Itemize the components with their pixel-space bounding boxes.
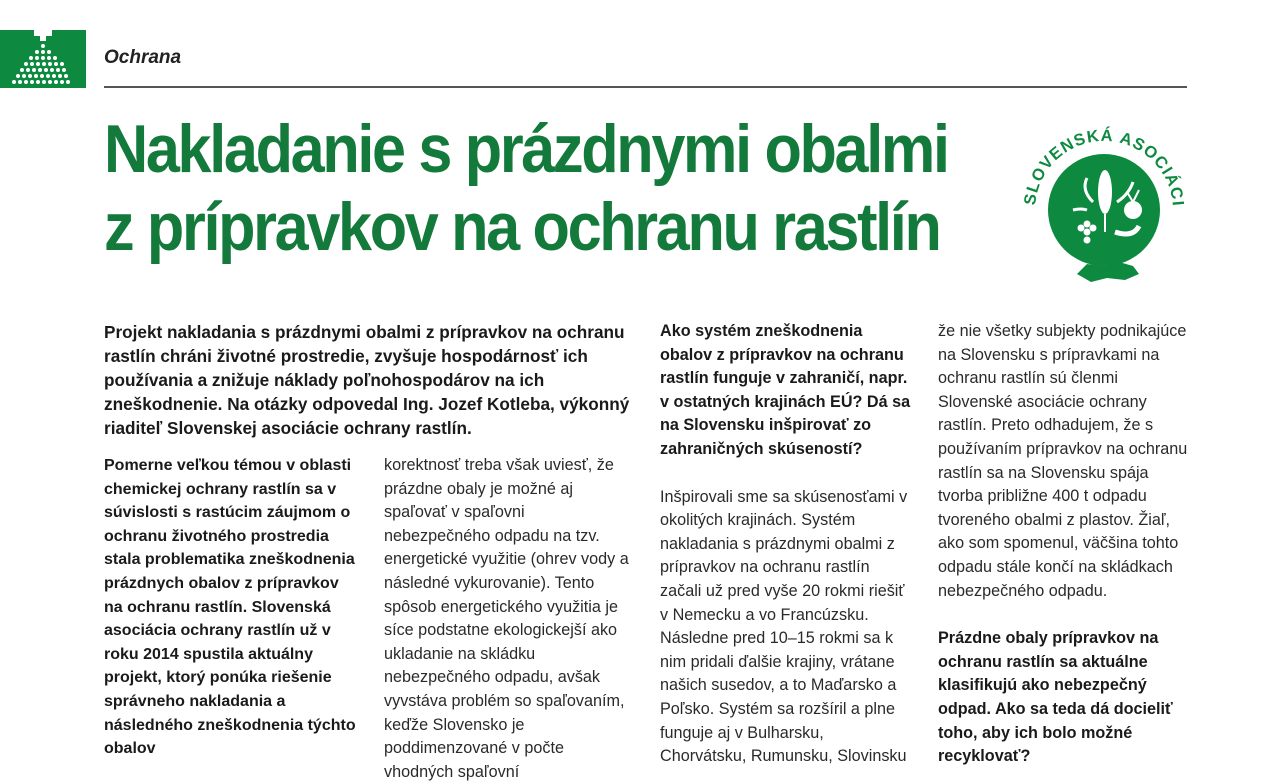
article-title-line-1: Nakladanie s prázdnymi obalmi — [104, 111, 948, 187]
article-title — [104, 110, 948, 266]
column-3 — [660, 320, 912, 769]
section-label: Ochrana — [104, 47, 182, 68]
sprayer-icon — [0, 30, 86, 88]
interview-question-2: Prázdne obaly prípravkov na ochranu rastlín sa aktuálne klasifikujú ako nebezpečný odpad. Ako sa teda dá docieliť toho, aby ich bolo možné recyklovať? — [938, 629, 1173, 766]
column-1 — [104, 454, 356, 761]
column-4 — [938, 320, 1190, 769]
column-2 — [384, 454, 634, 784]
column-2-text: korektnosť treba však uviesť, že prázdne obaly je možné aj spaľovať v spaľovni nebezpečného odpadu na tzv. energetické využitie (ohrev vody a následné vykurovanie). Tento spôsob energetického využitia je síce podstatne ekologickejší ako ukladanie na skládku nebezpečného odpadu, avšak vyvstáva problém so spaľovaním, keďže Slovensko je poddimenzované v počte vhodných spaľovní — [384, 456, 629, 781]
interview-answer-1: Inšpirovali sme sa skúsenosťami v okolitých krajinách. Systém nakladania s prázdnymi obalmi z prípravkov na ochranu rastlín začali už pred vyše 20 rokmi riešiť v Nemecku a vo Francúzsku. Následne pred 10–15 rokmi sa k nim pridali ďalšie krajiny, vrátane našich susedov, a to Maďarsko a Poľsko. Systém sa rozšíril a plne funguje aj v Bulharsku, Chorvátsku, Rumunsku, Slovinsku — [660, 487, 908, 766]
interview-answer-continued: že nie všetky subjekty podnikajúce na Slovensku s prípravkami na ochranu rastlín sú členmi Slovenské asociácie ochrany rastlín. Preto odhadujem, že s používaním prípravkov na ochranu rastlín sa na Slovensku spája tvorba približne 400 t odpadu tvoreného obalmi z plastov. Žiaľ, ako som spomenul, väčšina tohto odpadu stále končí na skládkach nebezpečného odpadu. — [938, 322, 1188, 600]
association-logo — [1015, 110, 1193, 290]
interview-question-1: Ako systém zneškodnenia obalov z prípravkov na ochranu rastlín funguje v zahraničí, napr. v ostatných krajinách EÚ? Dá sa na Slovensku inšpirovať zo zahraničných skúseností? — [660, 322, 911, 458]
header-rule — [104, 86, 1187, 88]
article-lead: Projekt nakladania s prázdnymi obalmi z prípravkov na ochranu rastlín chráni životné prostredie, zvyšuje hospodárnosť ich používania a znižuje náklady poľnohospodárov na ich zneškodnenie. Na otázky odpovedal Ing. Jozef Kotleba, výkonný riaditeľ Slovenskej asociácie ochrany rastlín. — [104, 322, 630, 438]
article-title-line-2: z prípravkov na ochranu rastlín — [104, 189, 940, 265]
column-1-text: Pomerne veľkou témou v oblasti chemickej ochrany rastlín sa v súvislosti s rastúcim záujmom o ochranu životného prostredia stala problematika zneškodnenia prázdnych obalov z prípravkov na ochranu rastlín. Slovenská asociácia ochrany rastlín už v roku 2014 spustila aktuálny projekt, ktorý ponúka riešenie správneho nakladania a následného zneškodnenia týchto obalov — [104, 457, 356, 758]
logo-ring-text: SLOVENSKÁ ASOCIÁCI — [1021, 126, 1187, 208]
